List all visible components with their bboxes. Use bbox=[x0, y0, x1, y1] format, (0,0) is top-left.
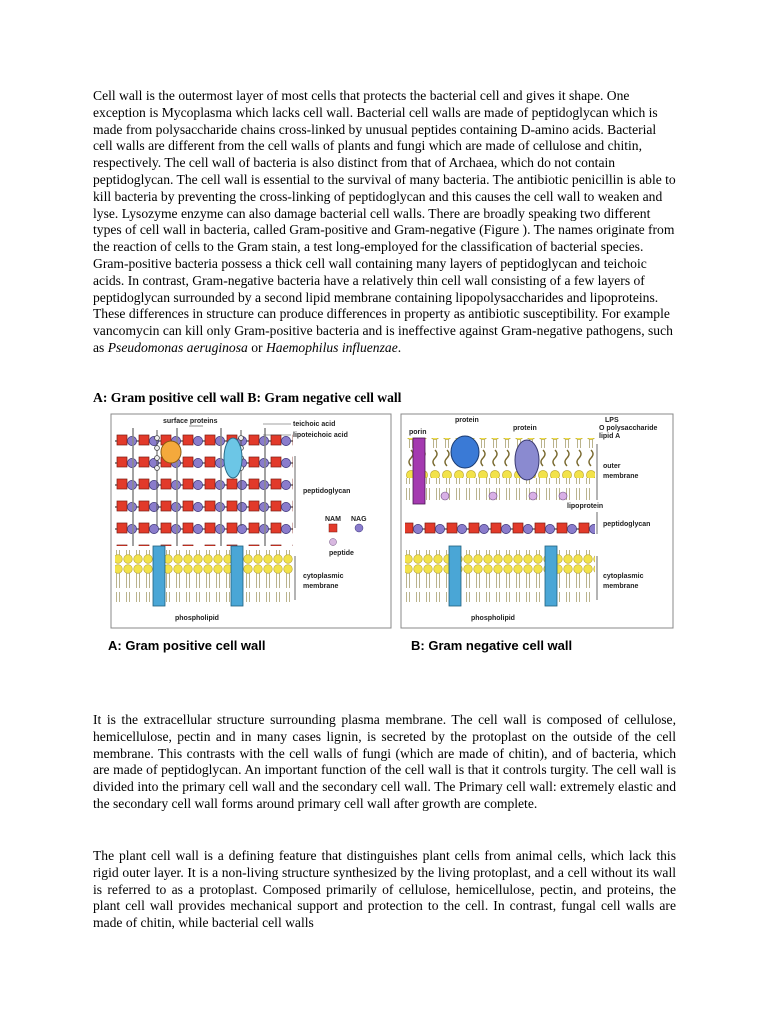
conjunction-text: or bbox=[247, 339, 266, 355]
species-pseudomonas: Pseudomonas aeruginosa bbox=[107, 339, 248, 355]
label-cytoplasmic-a: cytoplasmic bbox=[303, 573, 344, 580]
surface-protein-2 bbox=[224, 438, 242, 478]
label-protein-2: protein bbox=[513, 425, 537, 432]
intro-text: Cell wall is the outermost layer of most cells that protects the bacterial cell and gives it shape. One exception is Mycoplasma which lacks cell wall. Bacterial cell walls are made of peptidoglycan which is made from polysaccharide chains cross-linked by unusual peptides containing D-amino acids. Bacterial cell walls are different from the cell walls of plants and fungi which are made of cellulose and chitin, respectively. The cell wall of bacteria is also distinct from that of Archaea, which do not contain peptidoglycan. The cell wall is essential to the survival of many bacteria. The antibiotic penicillin is able to kill bacteria by preventing the cross-linking of peptidoglycan and this causes the cell wall to weaken and lyse. Lysozyme enzyme can also damage bacterial cell walls. There are broadly speaking two different types of cell wall in bacteria, called Gram-positive and Gram-negative (Figure ). The names originate from the reaction of cells to the Gram stain, a test long-employed for the classification of bacterial species. Gram-positive bacteria possess a thick cell wall containing many layers of peptidoglycan and teichoic acids. In contrast, Gram-negative bacteria have a relatively thin cell wall consisting of a few layers of peptidoglycan surrounded by a second lipid membrane containing lipopolysaccharides and lipoproteins. These differences in structure can produce differences in property as antibiotic susceptibility. For example vancomycin can kill only Gram-positive bacteria and is ineffective against Gram-negative pathogens, such as bbox=[93, 88, 676, 355]
species-haemophilus: Haemophilus influenzae bbox=[265, 339, 398, 355]
gram-positive-peptidoglycan bbox=[115, 428, 293, 546]
label-lipoprotein: lipoprotein bbox=[567, 503, 604, 510]
membrane-protein-b1 bbox=[449, 546, 461, 606]
label-outer-membrane: membrane bbox=[603, 473, 639, 480]
label-lipid-a: lipid A bbox=[599, 433, 621, 440]
lps-layer bbox=[405, 438, 595, 478]
figure-heading: A: Gram positive cell wall B: Gram negative cell wall bbox=[93, 390, 402, 405]
label-membrane-a: membrane bbox=[303, 583, 339, 590]
intro-paragraph bbox=[93, 88, 676, 357]
membrane-protein-b2 bbox=[545, 546, 557, 606]
label-peptidoglycan-b: peptidoglycan bbox=[603, 521, 651, 528]
paragraph-three: The plant cell wall is a defining feature that distinguishes plant cells from animal cells, which lack this rigid outer layer. It is a non-living structure synthesized by the living protoplast, and a cell without its wall is referred to as a protoplast. Composed primarily of cellulose, hemicellulose, pectin, and proteins, the plant cell wall provides mechanical support and protection to the cell. In contrast, fungal cell walls are made of chitin, while bacterial cell walls bbox=[93, 848, 676, 931]
paragraph-two: It is the extracellular structure surrounding plasma membrane. The cell wall is composed of cellulose, hemicellulose, pectin and in many cases lignin, is secreted by the protoplast on the outside of the cell membrane. This contrasts with the cell walls of fungi (which are made of chitin), and of bacteria, which are made of peptidoglycan. An important function of the cell wall is that it controls turgity. The cell wall is divided into the primary cell wall and the secondary cell wall. The Primary cell wall: extremely elastic and the secondary cell wall forms around primary cell wall after growth are complete. bbox=[93, 712, 676, 811]
caption-a: A: Gram positive cell wall bbox=[108, 638, 266, 653]
sentence-end: . bbox=[397, 339, 402, 355]
label-lipoteichoic-acid: lipoteichoic acid bbox=[293, 432, 348, 439]
label-nam: NAM bbox=[325, 516, 341, 523]
gram-negative-peptidoglycan bbox=[405, 512, 595, 534]
label-peptide: peptide bbox=[329, 550, 354, 557]
label-cytoplasmic-b: cytoplasmic bbox=[603, 573, 644, 580]
surface-protein bbox=[161, 441, 181, 463]
cell-wall-figure bbox=[93, 408, 676, 662]
gram-negative-membrane bbox=[405, 550, 595, 602]
cell-wall-diagram bbox=[93, 408, 676, 662]
membrane-protein-a2 bbox=[231, 546, 243, 606]
label-peptidoglycan-a: peptidoglycan bbox=[303, 488, 351, 495]
gram-positive-membrane bbox=[115, 550, 293, 602]
label-phospholipid-b: phospholipid bbox=[471, 615, 515, 622]
label-teichoic-acid: teichoic acid bbox=[293, 421, 336, 428]
membrane-protein-a1 bbox=[153, 546, 165, 606]
label-nag: NAG bbox=[351, 516, 367, 523]
label-o-polysaccharide: O polysaccharide bbox=[599, 425, 658, 432]
label-outer: outer bbox=[603, 463, 621, 470]
porin bbox=[413, 438, 425, 504]
label-porin: porin bbox=[409, 429, 427, 436]
label-surface-proteins: surface proteins bbox=[163, 418, 218, 425]
outer-protein-1 bbox=[451, 436, 479, 468]
label-phospholipid-a: phospholipid bbox=[175, 615, 219, 622]
outer-protein-2 bbox=[515, 440, 539, 480]
label-membrane-b: membrane bbox=[603, 583, 639, 590]
label-protein-1: protein bbox=[455, 417, 479, 424]
caption-b: B: Gram negative cell wall bbox=[411, 638, 573, 653]
label-lps: LPS bbox=[605, 417, 619, 424]
